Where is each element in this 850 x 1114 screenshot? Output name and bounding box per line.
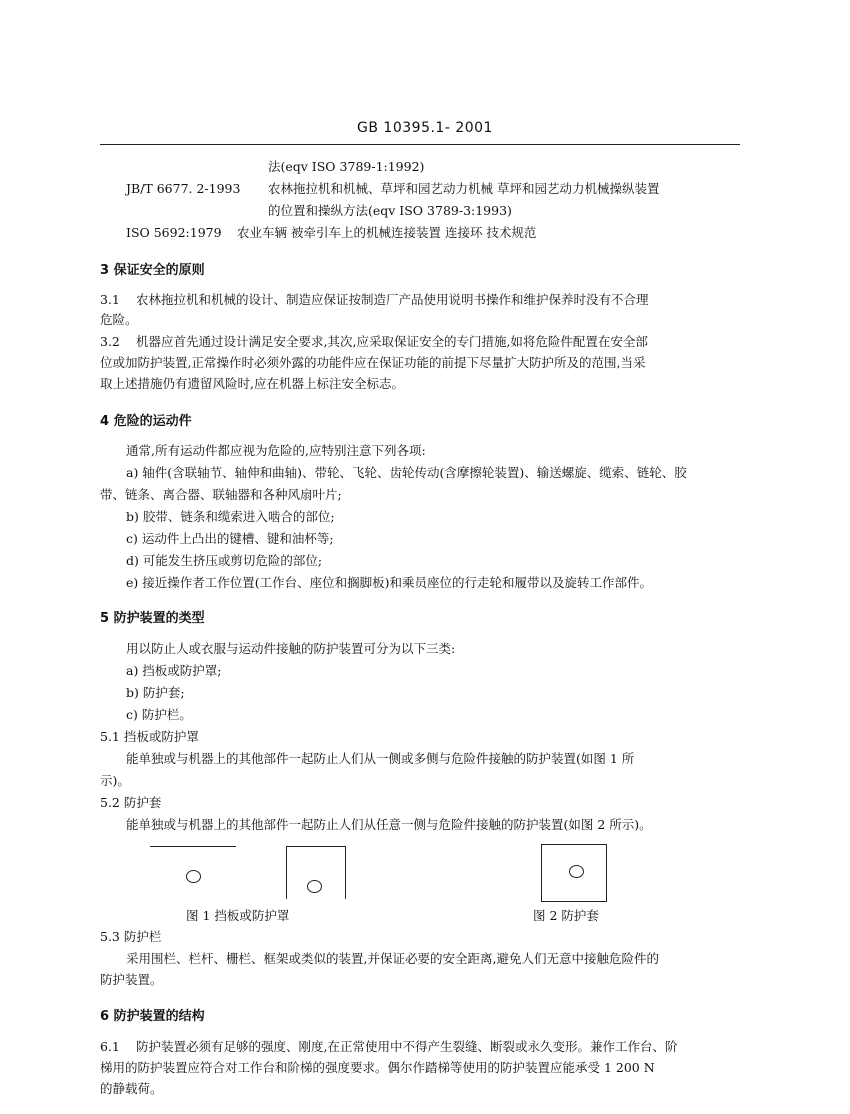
subsection-5-2-heading: 5.2 防护套 [100, 795, 162, 810]
item-4-c: c) 运动件上凸出的键槽、键和油杯等; [126, 531, 334, 546]
item-4-b: b) 胶带、链条和缆索进入啮合的部位; [126, 509, 335, 524]
para-3-2-line-1: 机器应首先通过设计满足安全要求,其次,应采取保证安全的专门措施,如将危险件配置在安全部 [136, 334, 648, 349]
figure-2-caption: 图 2 防护套 [533, 908, 599, 923]
ref-2-title: 农林拖拉机和机械、草坪和园艺动力机械 草坪和园艺动力机械操纵装置 [268, 181, 660, 196]
figure-1-baffle-plate [150, 846, 236, 847]
ref-line-1: 法(eqv ISO 3789-1:1992) [268, 159, 425, 174]
section-4-intro: 通常,所有运动件都应视为危险的,应特别注意下列各项: [126, 443, 426, 458]
subsection-5-3-heading: 5.3 防护栏 [100, 929, 162, 944]
figure-2-hazard-part [569, 865, 584, 878]
item-4-d: d) 可能发生挤压或剪切危险的部位; [126, 553, 323, 568]
item-4-a-line-1: a) 轴件(含联轴节、轴伸和曲轴)、带轮、飞轮、齿轮传动(含摩擦轮装置)、输送螺旋、缆索、链轮、胶 [126, 465, 687, 480]
para-3-2-number: 3.2 [100, 334, 120, 349]
item-4-a-line-2: 带、链条、离合器、联轴器和各种风扇叶片; [100, 487, 342, 502]
para-3-2-line-3: 取上述措施仍有遗留风险时,应在机器上标注安全标志。 [100, 376, 404, 391]
subsection-5-1-line-1: 能单独或与机器上的其他部件一起防止人们从一侧或多侧与危险件接触的防护装置(如图 1 所 [126, 751, 635, 766]
figure-1-caption: 图 1 挡板或防护罩 [186, 908, 290, 923]
section-5-intro: 用以防止人或衣服与运动件接触的防护装置可分为以下三类: [126, 641, 456, 656]
para-3-1-number: 3.1 [100, 292, 120, 307]
ref-2-code: JB/T 6677. 2-1993 [126, 181, 241, 196]
figure-1-hazard-part-left [186, 870, 201, 883]
subsection-5-1-line-2: 示)。 [100, 773, 130, 788]
item-4-e: e) 接近操作者工作位置(工作台、座位和搁脚板)和乘员座位的行走轮和履带以及旋转工作部件。 [126, 575, 653, 590]
section-5-heading: 5 防护装置的类型 [100, 611, 205, 626]
ref-3-code: ISO 5692:1979 [126, 225, 222, 240]
subsection-5-2-line-1: 能单独或与机器上的其他部件一起防止人们从任意一侧与危险件接触的防护装置(如图 2 所示)。 [126, 817, 652, 832]
subsection-5-3-line-1: 采用围栏、栏杆、栅栏、框架或类似的装置,并保证必要的安全距离,避免人们无意中接触危险件的 [126, 951, 659, 966]
para-6-1-line-1: 防护装置必须有足够的强度、刚度,在正常使用中不得产生裂缝、断裂或永久变形。兼作工作台、阶 [136, 1039, 678, 1054]
item-5-c: c) 防护栏。 [126, 707, 192, 722]
para-3-1-line-1: 农林拖拉机和机械的设计、制造应保证按制造厂产品使用说明书操作和维护保养时没有不合理 [136, 292, 649, 307]
section-4-heading: 4 危险的运动件 [100, 414, 192, 429]
figure-1-hazard-part-right [307, 880, 322, 893]
para-6-1-line-3: 的静载荷。 [100, 1081, 163, 1096]
subsection-5-1-heading: 5.1 挡板或防护罩 [100, 729, 199, 744]
para-3-1-line-2: 危险。 [100, 312, 138, 327]
para-3-2-line-2: 位或加防护装置,正常操作时必须外露的功能件应在保证功能的前提下尽量扩大防护所及的范围,当采 [100, 355, 646, 370]
ref-3-title: 农业车辆 被牵引车上的机械连接装置 连接环 技术规范 [237, 225, 537, 240]
ref-2-title-cont: 的位置和操纵方法(eqv ISO 3789-3:1993) [268, 203, 512, 218]
para-6-1-number: 6.1 [100, 1039, 120, 1054]
section-3-heading: 3 保证安全的原则 [100, 263, 205, 278]
item-5-b: b) 防护套; [126, 685, 185, 700]
para-6-1-line-2: 梯用的防护装置应符合对工作台和阶梯的强度要求。偶尔作踏梯等使用的防护装置应能承受 1 200 N [100, 1060, 655, 1075]
header-rule [100, 144, 740, 145]
subsection-5-3-line-2: 防护装置。 [100, 972, 163, 987]
item-5-a: a) 挡板或防护罩; [126, 663, 222, 678]
standard-code-header: GB 10395.1- 2001 [357, 120, 493, 136]
section-6-heading: 6 防护装置的结构 [100, 1009, 205, 1024]
